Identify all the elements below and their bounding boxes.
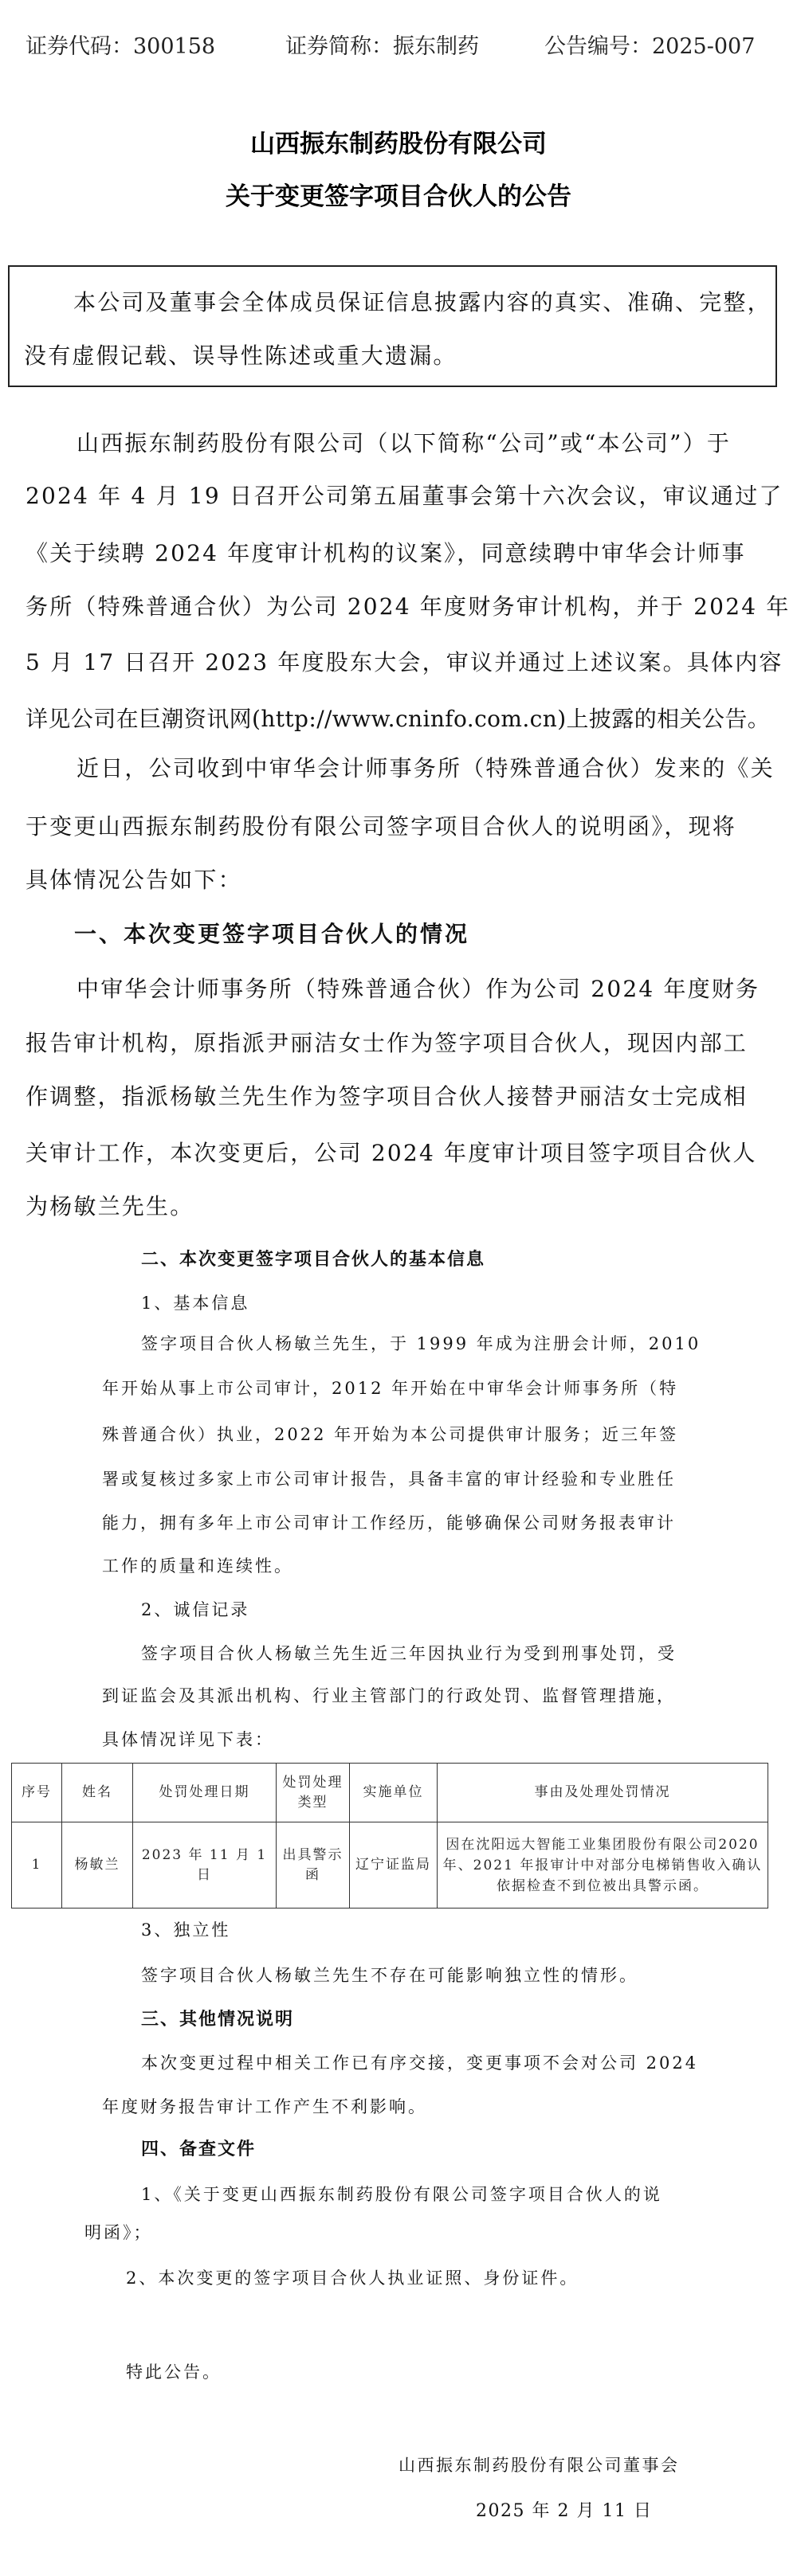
- cell-date: 2023 年 11 月 1 日: [133, 1822, 277, 1909]
- disclaimer-line: 本公司及董事会全体成员保证信息披露内容的真实、准确、完整，: [73, 289, 771, 315]
- section-heading: 四、备查文件: [141, 2139, 257, 2159]
- paragraph-line: 具体情况公告如下：: [26, 867, 242, 893]
- section-heading: 二、本次变更签字项目合伙人的基本信息: [141, 1250, 486, 1270]
- paragraph-line: 具体情况详见下表：: [102, 1730, 274, 1749]
- paragraph-line: 署或复核过多家上市公司审计报告，具备丰富的审计经验和专业胜任: [102, 1470, 676, 1489]
- cell-reason: 因在沈阳远大智能工业集团股份有限公司2020 年、2021 年报审计中对部分电梯销售收入确认依据检查不到位被出具警示函。: [438, 1822, 768, 1909]
- announcement-title: 关于变更签字项目合伙人的公告: [226, 182, 571, 211]
- reference-item: 1、《关于变更山西振东制药股份有限公司签字项目合伙人的说: [141, 2185, 662, 2204]
- reference-item: 2、本次变更的签字项目合伙人执业证照、身份证件。: [126, 2269, 579, 2288]
- cell-no: 1: [12, 1822, 62, 1909]
- cell-type: 出具警示函: [277, 1822, 350, 1909]
- subsection-heading: 3、独立性: [141, 1920, 231, 1940]
- company-title: 山西振东制药股份有限公司: [250, 130, 547, 159]
- paragraph-line: 详见公司在巨潮资讯网(http://www.cninfo.com.cn)上披露的相关公告。: [26, 706, 771, 732]
- signature-organization: 山西振东制药股份有限公司董事会: [398, 2456, 680, 2475]
- section-heading: 三、其他情况说明: [141, 2010, 295, 2030]
- paragraph-line: 年开始从事上市公司审计，2012 年开始在中审华会计师事务所（特: [102, 1379, 679, 1398]
- signature-date: 2025 年 2 月 11 日: [476, 2501, 653, 2521]
- paragraph-line: 2024 年 4 月 19 日召开公司第五届董事会第十六次会议，审议通过了: [26, 483, 783, 509]
- subsection-heading: 1、基本信息: [141, 1294, 250, 1313]
- stock-code: 证券代码：300158: [26, 34, 216, 59]
- paragraph-line: 关审计工作，本次变更后，公司 2024 年度审计项目签字项目合伙人: [26, 1140, 757, 1166]
- paragraph-line: 务所（特殊普通合伙）为公司 2024 年度财务审计机构，并于 2024 年: [26, 593, 791, 620]
- paragraph-line: 为杨敏兰先生。: [26, 1193, 194, 1219]
- paragraph-line: 作调整，指派杨敏兰先生作为签字项目合伙人接替尹丽洁女士完成相: [26, 1083, 748, 1110]
- column-header: 处罚处理类型: [277, 1764, 350, 1822]
- paragraph-line: 殊普通合伙）执业，2022 年开始为本公司提供审计服务；近三年签: [102, 1425, 679, 1444]
- table-row: [12, 1822, 768, 1909]
- paragraph-line: 年度财务报告审计工作产生不利影响。: [102, 2097, 427, 2116]
- paragraph-line: 工作的质量和连续性。: [102, 1556, 293, 1576]
- subsection-heading: 2、诚信记录: [141, 1600, 250, 1619]
- column-header: 处罚处理日期: [133, 1764, 277, 1822]
- paragraph-line: 于变更山西振东制药股份有限公司签字项目合伙人的说明函》，现将: [26, 813, 737, 840]
- paragraph-line: 签字项目合伙人杨敏兰先生不存在可能影响独立性的情形。: [141, 1966, 638, 1985]
- column-header: 序号: [12, 1764, 62, 1822]
- integrity-record-table: [11, 1763, 768, 1909]
- cell-authority: 辽宁证监局: [350, 1822, 438, 1909]
- closing-text: 特此公告。: [126, 2363, 222, 2382]
- reference-item-continued: 明函》；: [84, 2223, 153, 2242]
- section-heading: 一、本次变更签字项目合伙人的情况: [74, 921, 470, 947]
- column-header: 姓名: [62, 1764, 133, 1822]
- paragraph-line: 《关于续聘 2024 年度审计机构的议案》，同意续聘中审华会计师事: [26, 540, 746, 566]
- paragraph-line: 能力，拥有多年上市公司审计工作经历，能够确保公司财务报表审计: [102, 1513, 676, 1533]
- stock-name: 证券简称：振东制药: [285, 34, 479, 59]
- table-header-row: [12, 1764, 768, 1822]
- paragraph-line: 5 月 17 日召开 2023 年度股东大会，审议并通过上述议案。具体内容: [26, 649, 783, 675]
- paragraph-line: 到证监会及其派出机构、行业主管部门的行政处罚、监督管理措施，: [102, 1686, 676, 1705]
- paragraph-line: 本次变更过程中相关工作已有序交接，变更事项不会对公司 2024: [141, 2053, 699, 2073]
- paragraph-line: 山西振东制药股份有限公司（以下简称“公司”或“本公司”）于: [77, 430, 732, 456]
- column-header: 实施单位: [350, 1764, 438, 1822]
- paragraph-line: 签字项目合伙人杨敏兰先生近三年因执业行为受到刑事处罚，受: [141, 1644, 677, 1663]
- disclaimer-line: 没有虚假记载、误导性陈述或重大遗漏。: [24, 343, 457, 369]
- paragraph-line: 签字项目合伙人杨敏兰先生，于 1999 年成为注册会计师，2010: [141, 1334, 701, 1353]
- announcement-number: 公告编号：2025-007: [544, 34, 756, 59]
- column-header: 事由及处理处罚情况: [438, 1764, 768, 1822]
- cell-name: 杨敏兰: [62, 1822, 133, 1909]
- paragraph-line: 近日，公司收到中审华会计师事务所（特殊普通合伙）发来的《关: [77, 755, 775, 781]
- paragraph-line: 中审华会计师事务所（特殊普通合伙）作为公司 2024 年度财务: [77, 976, 760, 1002]
- disclaimer-box: [8, 265, 777, 387]
- paragraph-line: 报告审计机构，原指派尹丽洁女士作为签字项目合伙人，现因内部工: [26, 1030, 748, 1056]
